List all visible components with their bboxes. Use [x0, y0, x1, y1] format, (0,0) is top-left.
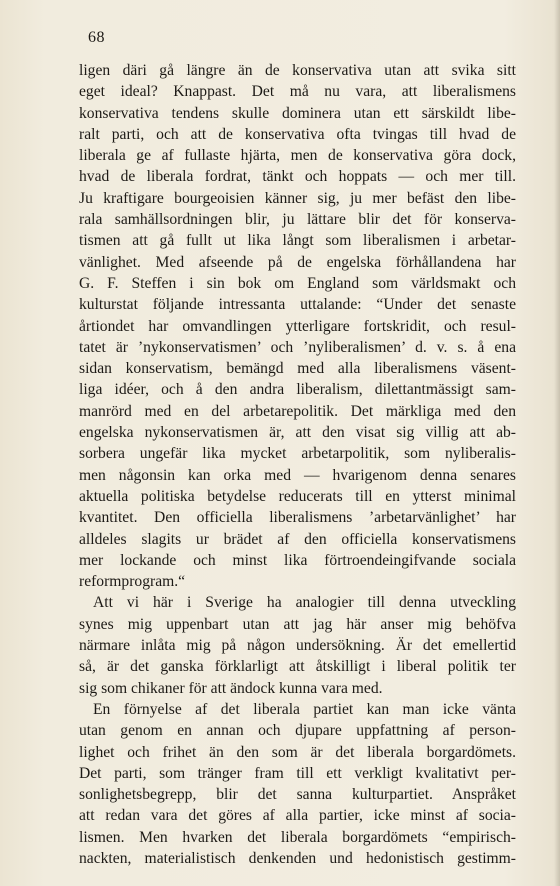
text-line: liberala ge af fullaste hjärta, men de konservativa göra dock,	[79, 147, 516, 165]
text-line: En förnyelse af det liberala partiet kan man icke vänta	[93, 700, 516, 718]
text-line: synes mig uppenbart utan att jag här anser mig behöfva	[79, 615, 516, 633]
text-line: hvad de liberala fordrat, tänkt och hoppats — och mer till.	[79, 168, 516, 186]
text-line: kvantitet. Den officiella liberalismens ’arbetarvänlighet’ har	[79, 509, 516, 527]
text-line: eget ideal? Knappast. Det må nu vara, att liberalismens	[79, 83, 516, 101]
text-line: utan genom en annan och djupare uppfattning af person-	[79, 722, 516, 740]
text-line: Ju kraftigare bourgeoisien känner sig, ju mer befäst den libe-	[79, 189, 516, 207]
text-line: ralt parti, och att de konservativa ofta tvingas till hvad de	[79, 125, 516, 143]
text-line: Att vi här i Sverige ha analogier till denna utveckling	[93, 594, 516, 612]
text-line: reformprogram.“	[79, 573, 186, 591]
page-number: 68	[88, 29, 105, 46]
text-line: Det parti, som tränger fram till ett verkligt kvalitativt per-	[79, 764, 516, 782]
text-line: sig som chikaner för att ändock kunna vara med.	[79, 679, 383, 697]
text-line: alldeles slagits ur brädet af den officiella konservatismens	[79, 530, 516, 548]
text-line: aktuella politiska betydelse reducerats till en ytterst minimal	[79, 487, 516, 505]
text-line: kulturstat följande intressanta uttalande: “Under det senaste	[79, 296, 516, 314]
text-line: tatet är ’nykonservatismen’ och ’nyliberalismen’ d. v. s. å ena	[79, 338, 516, 356]
text-line: men någonsin kan orka med — hvarigenom denna senares	[79, 466, 516, 484]
text-line: vänlighet. Med afseende på de engelska förhållandena har	[79, 253, 516, 271]
text-line: så, är det ganska förklarligt att åtskilligt i liberal politik ter	[79, 658, 516, 676]
text-line: engelska nykonservatismen är, att den visat sig villig att ab-	[79, 424, 516, 442]
text-line: rala samhällsordningen blir, ju lättare blir det för konserva-	[79, 211, 516, 229]
text-line: närmare inlåta mig på någon undersökning. Är det emellertid	[79, 637, 516, 655]
text-line: mer lockande och minst lika förtroendeingifvande sociala	[79, 551, 516, 569]
text-line: lighet och frihet än den som är det liberala borgardömets.	[79, 743, 516, 761]
text-line: G. F. Steffen i sin bok om England som världsmakt och	[79, 274, 516, 292]
text-line: att redan vara det göres af alla partier, icke minst af socia-	[79, 807, 516, 825]
text-line: tismen att gå fullt ut lika långt som liberalismen i arbetar-	[79, 232, 516, 250]
text-line: sonlighetsbegrepp, blir det sanna kulturpartiet. Anspråket	[79, 786, 516, 804]
text-line: årtiondet har omvandlingen ytterligare fortskridit, och resul-	[79, 317, 516, 335]
text-line: ligen däri gå längre än de konservativa utan att svika sitt	[79, 62, 516, 79]
text-line: nackten, materialistisch denkenden und hedonistisch gestimm-	[79, 849, 516, 867]
text-line: sorbera ungefär lika mycket arbetarpolitik, som nyliberalis-	[79, 445, 516, 463]
body-text	[79, 60, 516, 869]
text-line: lismen. Men hvarken det liberala borgardömets “empirisch-	[79, 828, 516, 846]
text-line: sidan konservatism, bemängd med alla liberalismens väsent-	[79, 360, 516, 378]
page-edge-shadow	[554, 0, 560, 886]
text-line: manrörd med en del arbetarepolitik. Det märkliga med den	[79, 402, 516, 420]
text-line: konservativa tendens skulle dominera utan ett särskildt libe-	[79, 104, 516, 122]
text-line: liga idéer, och å den andra liberalism, dilettantmässigt sam-	[79, 381, 516, 399]
